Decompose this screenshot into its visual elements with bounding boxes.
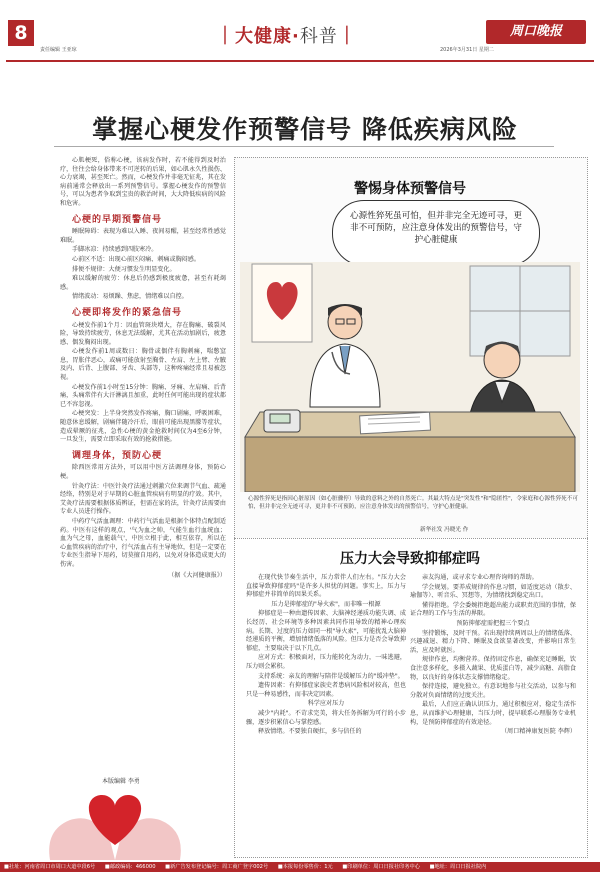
list-item: 难以缓解的疲劳：休息后仍感到极度疲惫，甚至有耗竭感。 [60,275,226,291]
section-title: ｜大健康·科普｜ [216,26,357,47]
article2-title: 压力大会导致抑郁症吗 [340,551,480,567]
speech-bubble-text: 心源性猝死虽可怕，但并非完全无迹可寻，更非不可预防，应注意身体发出的预警信号，守护心脏健康 [350,211,522,245]
section-title-main: 大健康 [235,26,292,47]
subheading-early-signals: 心梗的早期预警信号 [72,214,163,225]
paragraph: 保持连接，避免独立。有意识地参与社交活动，以参与和分散对负面情绪的过度关注。 [410,683,576,699]
paragraph: 针灸疗法：中医针灸疗法通过刺激穴位来调节气血、疏通经络，特别是对于早期的心脏血管疾病有明显的疗效。其中，艾灸疗法需要根据体质辨证，但需在家的法，针灸疗法需要由专业人员进行操作。 [60,482,226,516]
article2-column-1 [246,574,406,738]
editor-line: 责任编辑 王亚琼 [40,47,77,53]
paragraph: 应对方式：积极面对，压力能转化为动力，一味逃避，压力则会累积。 [246,654,406,670]
paragraph: 除西医常用方法外，可以用中医方法调理身体，预防心梗。 [60,464,226,480]
footer-item: ■地址：周口日报社院内 [429,864,487,870]
page-editor: 本版编辑 李勇 [102,778,140,785]
paragraph: 中药疗气活血调理：中药行气活血是根据个体特点配制适药。中医有这样的观点，'气为血之帅，气能生血行血统血；血为气之母，血能载气'，中医立根于此，相互依存，所以在心血管疾病的治疗中，行气活血占有主导地位，但是一定要在专业医生指导下用药，切莫擅自用药，以免对身体造成更大的伤害。 [60,517,226,568]
paragraph: 学会规划。要养成规律的作息习惯，如适度运动（散步、瑜伽等）、听音乐、冥想等，为情绪找到稳定出口。 [410,583,576,600]
paragraph: 亲友沟通，或寻求专业心理咨询师的帮助。 [422,574,538,581]
illustration-credit: 新华社发 冯晓光 作 [420,527,469,533]
paper-logo: 周口晚报 [486,20,586,44]
headline-divider [54,146,554,147]
paragraph: 坚持锻炼，及时干预。若出现持续两周以上的情绪低落、兴趣减退、精力下降、睡眠及食欲显著改变，并影响日常生活，应及时就医。 [410,629,576,654]
paragraph: 减少"内耗"。不苛求完美，将大任务拆解为可行的小步骤，逐步积累信心与掌控感。 [246,709,406,726]
page-number: 8 [8,20,34,46]
paragraph: 心梗发作前1个月：因血管斑块增大，存在胸痛、破裂风险，导致持续疲劳，休息无法缓解，尤其在活动加剧后，疲惫感、偶发胸闷出现。 [60,321,226,346]
article-source: （据《大河健康报》） [168,571,226,579]
subheading-prevention: 调理身体，预防心梗 [72,450,163,461]
paragraph: 最后，人们应正确认识压力，通过积极应对，稳定生活作息，从而维护心理健康，当压力时，提早联系心理服务专业机构，是预防抑郁症的有效途径。 [410,701,576,726]
illustration-title: 警惕身体预警信号 [354,181,466,197]
list-item: 睡眠障碍：表现为难以入睡、夜间易醒，甚至经常性感觉难眠。 [60,228,226,244]
list-item: 排便不规律：大便习惯发生明显变化。 [72,265,176,273]
illustration-caption: 心源性猝死是指因心脏原因（如心脏骤停）导致的意料之外的自然死亡。其最大特点是"突发性"和"隐匿性"，令家庭和心源性猝死不可怕，但并非完全无迹可寻，更并非不可预防，应注意身体发出的预警信号，守护心脏健康。 [248,496,578,510]
section-title-sub: 科普 [299,26,338,47]
paragraph: 在现代快节奏生活中，压力常伴人们左右。"压力大会直接导致抑郁症吗"是许多人担忧的问题。事实上，压力与抑郁症并非简单的因果关系。 [246,574,406,599]
paragraph: 遗传因素：有抑郁症家族史者患病风险相对较高，但也只是一种易感性，而非决定因素。 [246,682,406,698]
header-divider [6,60,594,62]
article-left-column [60,157,226,580]
date-line: 2026年3月31日 星期二 [440,47,494,53]
paragraph: 懂得拒绝。学会委婉拒绝超出能力或职责范围的事情，保证合理的工作与生活的界限。 [410,601,576,618]
paragraph: 心梗突发：上半身突然发作疼痛，胸口剧痛，呼吸困难，随意休息缓解，剧痛伴随冷汗后，眼前可能出现黑朦等症状，造成晕厥的征兆，急性心梗的黄金抢救时间仅为4至6分钟，一旦发生，需要立即采取有效的抢救措施。 [60,410,226,444]
list-item: 手脚冰凉：持续感到四肢寒冷。 [72,246,158,254]
paragraph: 心梗发作前1周或数日：胸骨或偶伴有胸刺痛，喘憋窒息，胃胀伴恶心，或痛可能放射至胸骨、左肩、左上臂、左腋及内、后背、上腹部、牙齿、头部等，这种疼痛经常且易被忽视。 [60,348,226,382]
paragraph: 释放情绪。不要独自硬扛，多与信任的 [258,728,362,736]
footer-item: ■本报每份零售价：1元 [277,864,333,870]
paragraph: 抑郁症是一种由遗传因素、大脑神经递质功能失调、成长经历、社会环境等多种因素共同作用导致的精神心理疾病。长期、过度的压力如同一根"导火索"，可能扰乱大脑神经递质的平衡，增加情绪低落的风险。但压力是否会导致抑郁症，主要取决于以下几点。 [246,610,406,652]
footer-bar [0,862,600,872]
list-item: 情绪波动：易烦躁、焦虑，情绪难以自控。 [72,293,188,301]
article2-column-2 [410,574,576,738]
page-headline: 掌握心梗发作预警信号 降低疾病风险 [92,115,518,144]
paragraph: 心梗发作前1小时至15分钟：胸痛、牙痛、左肩痛、后背痛，头痛常伴有大汗淋漓且加重，此时任何可能出现的症状都已不容忽视。 [60,383,226,408]
footer-item: ■印刷单位：周口日报社印务中心 [342,864,420,870]
article2-source: （周口精神康复医院 李辉） [500,728,576,736]
article2-subheading: 压力是抑郁症的"导火索"，而非唯一根源 [271,600,381,608]
paragraph: 支持系统：亲友的理解与陪伴是缓解压力的"缓冲垫"。 [258,672,404,680]
article-intro: 心肌梗死，俗称心梗，该病发作时，若不能得到及时治疗，往往会给身体带来不可逆转的后果，如心肌永久性损伤、心力衰竭，甚至死亡。然而，心梗发作并非毫无征兆，其在发病前通常会释放出一系列预警信号。掌握心梗发作的预警信号，可以为患者争取到宝贵的救治时间，大大降低疾病的风险和危害。 [60,157,226,207]
footer-item: ■新广告发布登记编号：周工商广登字002号 [165,864,269,870]
footer-item: ■邮政编码：466000 [104,864,156,870]
footer-item: ■社址：河南省周口市周口大道中段6号 [4,864,96,870]
paragraph: 规律作息，均衡营养。保持固定作息，确保充足睡眠，饮食注意多样化，多摄入蔬果、优质蛋白等，减少高糖、高脂食物，以良好的身体状态支撑情绪稳定。 [410,656,576,681]
list-item: 心前区不适：出现心前区闷痛、刺痛或胸闷感。 [72,255,200,263]
article2-subheading: 科学应对压力 [307,700,345,708]
heart-hands-illustration [40,790,190,860]
article2-subheading: 预防抑郁症需把握三个要点 [456,619,530,627]
subheading-urgent-signals: 心梗即将发作的紧急信号 [72,307,183,318]
doctor-patient-cartoon [240,262,580,492]
